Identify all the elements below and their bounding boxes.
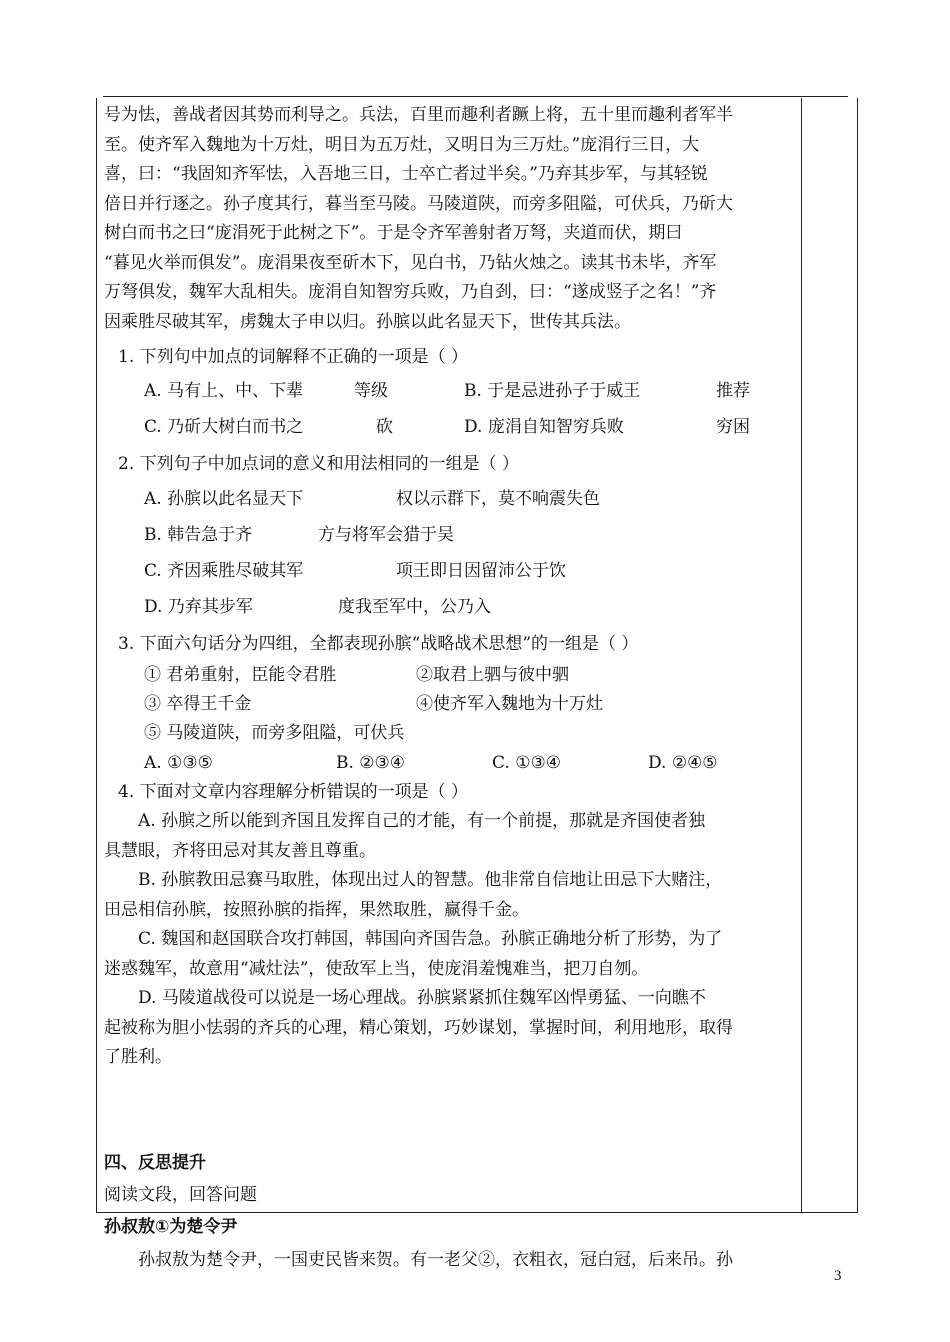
option-a: A. 孙膑之所以能到齐国且发挥自己的才能，有一个前提，那就是齐国使者独 [138, 811, 706, 831]
option-c-compare: 项王即日因留沛公于饮 [396, 561, 566, 581]
option-d-cont: 了胜利。 [104, 1047, 172, 1067]
passage [104, 101, 794, 337]
worksheet-content [104, 101, 794, 1277]
passage-line: 树白而书之曰“庞涓死于此树之下”。于是令齐军善射者万弩，夹道而伏，期曰 [104, 223, 683, 243]
option-a: A. 孙膑以此名显天下 [144, 489, 304, 509]
question-1 [104, 341, 794, 445]
option-a-compare: 权以示群下，莫不响震失色 [396, 489, 600, 509]
question-stem: 2. 下列句子中加点词的意义和用法相同的一组是（ ） [118, 454, 520, 474]
passage-line: 因乘胜尽破其军，虏魏太子申以归。孙膑以此名显天下，世传其兵法。 [104, 311, 631, 332]
reading-first-line: 孙叔敖为楚令尹，一国吏民皆来贺。有一老父②，衣粗衣，冠白冠，后来吊。孙 [138, 1249, 733, 1270]
page-number: 3 [834, 1268, 842, 1284]
passage-line: “暮见火举而俱发”。庞涓果夜至斫木下，见白书，乃钻火烛之。读其书未毕，齐军 [104, 252, 717, 273]
option-c-gloss: 砍 [376, 417, 393, 437]
table-column-divider [801, 98, 802, 1213]
option-a: A. 马有上、中、下辈 [144, 381, 304, 401]
option-b-compare: 方与将军会猎于吴 [318, 525, 454, 545]
option-a-gloss: 等级 [354, 381, 388, 401]
question-stem: 1. 下列句中加点的词解释不正确的一项是（ ） [118, 347, 469, 367]
option-b-gloss: 推荐 [716, 381, 750, 401]
option-d: D. ②④⑤ [648, 753, 718, 773]
option-b-cont: 田忌相信孙膑，按照孙膑的指挥，果然取胜，赢得千金。 [104, 899, 529, 920]
question-4 [104, 778, 794, 1073]
option-c: C. 魏国和赵国联合攻打韩国，韩国向齐国告急。孙膑正确地分析了形势，为了 [138, 929, 723, 949]
passage-line: 喜，曰：“我固知齐军怯，入吾地三日，士卒亡者过半矣。”乃弃其步军，与其轻锐 [104, 164, 708, 184]
sentence-4: ④使齐军入魏地为十万灶 [416, 694, 603, 714]
sentence-3: ③ 卒得王千金 [144, 694, 252, 714]
option-b: B. 于是忌进孙子于威王 [464, 381, 641, 401]
option-d-compare: 度我至军中，公乃入 [338, 597, 491, 617]
section-instruction: 阅读文段，回答问题 [104, 1184, 257, 1205]
option-d: D. 乃弃其步军 [144, 597, 253, 617]
passage-line: 倍日并行逐之。孙子度其行，暮当至马陵。马陵道陕，而旁多阻隘，可伏兵，乃斫大 [104, 193, 733, 214]
option-b: B. ②③④ [336, 753, 406, 773]
question-stem: 4. 下面对文章内容理解分析错误的一项是（ ） [118, 782, 469, 802]
question-3 [104, 627, 794, 778]
option-c-cont: 迷惑魏军，故意用“减灶法”，使敌军上当，使庞涓羞愧难当，把刀自刎。 [104, 958, 649, 979]
option-a: A. ①③⑤ [144, 753, 213, 773]
question-2 [104, 447, 794, 625]
sentence-1: ① 君弟重射，臣能令君胜 [144, 665, 337, 685]
reading-title: 孙叔敖①为楚令尹 [104, 1216, 238, 1237]
option-d: D. 马陵道战役可以说是一场心理战。孙膑紧紧抓住魏军凶悍勇猛、一向瞧不 [138, 988, 706, 1008]
option-c: C. 乃斫大树白而书之 [144, 417, 304, 437]
option-d: D. 庞涓自知智穷兵败 [464, 417, 624, 437]
sentence-5: ⑤ 马陵道陕，而旁多阻隘，可伏兵 [144, 723, 405, 743]
passage-line: 至。使齐军入魏地为十万灶，明日为五万灶，又明日为三万灶。”庞涓行三日，大 [104, 134, 700, 155]
option-d-gloss: 穷困 [716, 417, 750, 437]
option-d-cont: 起被称为胆小怯弱的齐兵的心理，精心策划，巧妙谋划，掌握时间，利用地形，取得 [104, 1017, 733, 1038]
option-c: C. 齐因乘胜尽破其军 [144, 561, 304, 581]
passage-line: 号为怯，善战者因其势而利导之。兵法，百里而趣利者蹶上将，五十里而趣利者军半 [104, 105, 733, 125]
header-rule [103, 96, 848, 97]
option-c: C. ①③④ [492, 753, 561, 773]
section-heading: 四、反思提升 [104, 1152, 206, 1173]
sentence-2: ②取君上驷与彼中驷 [416, 665, 569, 685]
option-b: B. 孙膑教田忌赛马取胜，体现出过人的智慧。他非常自信地让田忌下大赌注， [138, 870, 723, 890]
option-a-cont: 具慧眼，齐将田忌对其友善且尊重。 [104, 840, 376, 861]
table-bottom-border [96, 1212, 858, 1213]
question-stem: 3. 下面六句话分为四组，全都表现孙膑“战略战术思想”的一组是（ ） [118, 634, 639, 654]
passage-line: 万弩俱发，魏军大乱相失。庞涓自知智穷兵败，乃自刭，曰：“遂成竖子之名！”齐 [104, 282, 717, 302]
option-b: B. 韩告急于齐 [144, 525, 253, 545]
